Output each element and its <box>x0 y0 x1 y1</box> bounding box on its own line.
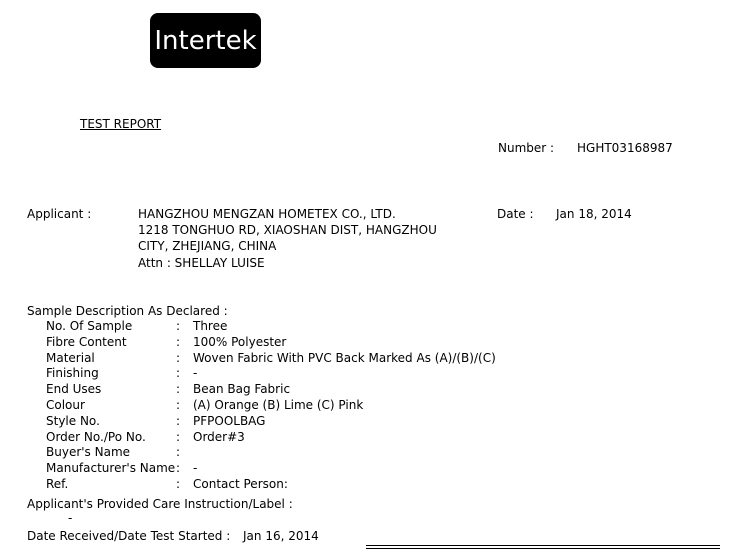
sample-row-value: PFPOOLBAG <box>193 413 266 428</box>
intertek-logo: Intertek <box>150 13 261 68</box>
sample-row-key: Finishing <box>46 366 99 381</box>
sample-row-value: (A) Orange (B) Lime (C) Pink <box>193 398 364 412</box>
sample-row-key: Fibre Content <box>46 334 127 349</box>
sample-heading: Sample Description As Declared : <box>27 304 228 318</box>
date-value: Jan 18, 2014 <box>556 207 632 221</box>
divider-line <box>366 548 720 549</box>
sample-row-value: Bean Bag Fabric <box>193 382 291 397</box>
sample-row-key: End Uses <box>46 382 102 397</box>
sample-row-colon: : <box>176 398 181 412</box>
sample-row-key: Ref. <box>46 477 69 491</box>
sample-row-colon: : <box>176 413 181 428</box>
sample-row-value: - <box>193 366 198 381</box>
number-label: Number : <box>498 141 555 155</box>
sample-row-key: Buyer's Name <box>46 445 131 460</box>
sample-row-key: Manufacturer's Name <box>46 461 176 476</box>
sample-row-value: Contact Person: <box>193 477 288 491</box>
report-title: TEST REPORT <box>80 117 162 131</box>
sample-row-key: Material <box>46 350 95 365</box>
sample-row-colon: : <box>176 366 181 381</box>
sample-row-value: 100% Polyester <box>193 334 287 349</box>
divider-line <box>366 545 720 546</box>
applicant-line-3: CITY, ZHEJIANG, CHINA <box>138 239 277 253</box>
applicant-attn: Attn : SHELLAY LUISE <box>138 256 265 270</box>
sample-row-key: No. Of Sample <box>46 319 133 333</box>
sample-row-key: Order No./Po No. <box>46 429 146 444</box>
sample-row-value: Three <box>193 319 228 333</box>
sample-row-colon: : <box>176 477 181 491</box>
sample-row-colon: : <box>176 382 181 397</box>
report-number: HGHT03168987 <box>577 141 673 155</box>
applicant-label: Applicant : <box>27 207 92 221</box>
date-label: Date : <box>497 207 534 221</box>
sample-row-colon: : <box>176 350 181 365</box>
care-label: Applicant's Provided Care Instruction/Label : <box>27 497 293 511</box>
sample-row-key: Colour <box>46 398 85 412</box>
sample-row-colon: : <box>176 319 181 333</box>
sample-row-value: Order#3 <box>193 429 245 444</box>
applicant-line-1: HANGZHOU MENGZAN HOMETEX CO., LTD. <box>138 207 396 221</box>
received-value: Jan 16, 2014 <box>243 529 319 543</box>
applicant-line-2: 1218 TONGHUO RD, XIAOSHAN DIST, HANGZHOU <box>138 223 437 237</box>
sample-row-colon: : <box>176 429 181 444</box>
care-value: - <box>68 511 73 525</box>
sample-row-colon: : <box>176 461 181 476</box>
sample-row-key: Style No. <box>46 413 100 428</box>
sample-row-colon: : <box>176 334 181 349</box>
sample-row-value: - <box>193 461 198 476</box>
received-label: Date Received/Date Test Started : <box>27 529 231 543</box>
sample-row-colon: : <box>176 445 181 460</box>
sample-row-value: Woven Fabric With PVC Back Marked As (A)/(B)/(C) <box>193 350 496 365</box>
